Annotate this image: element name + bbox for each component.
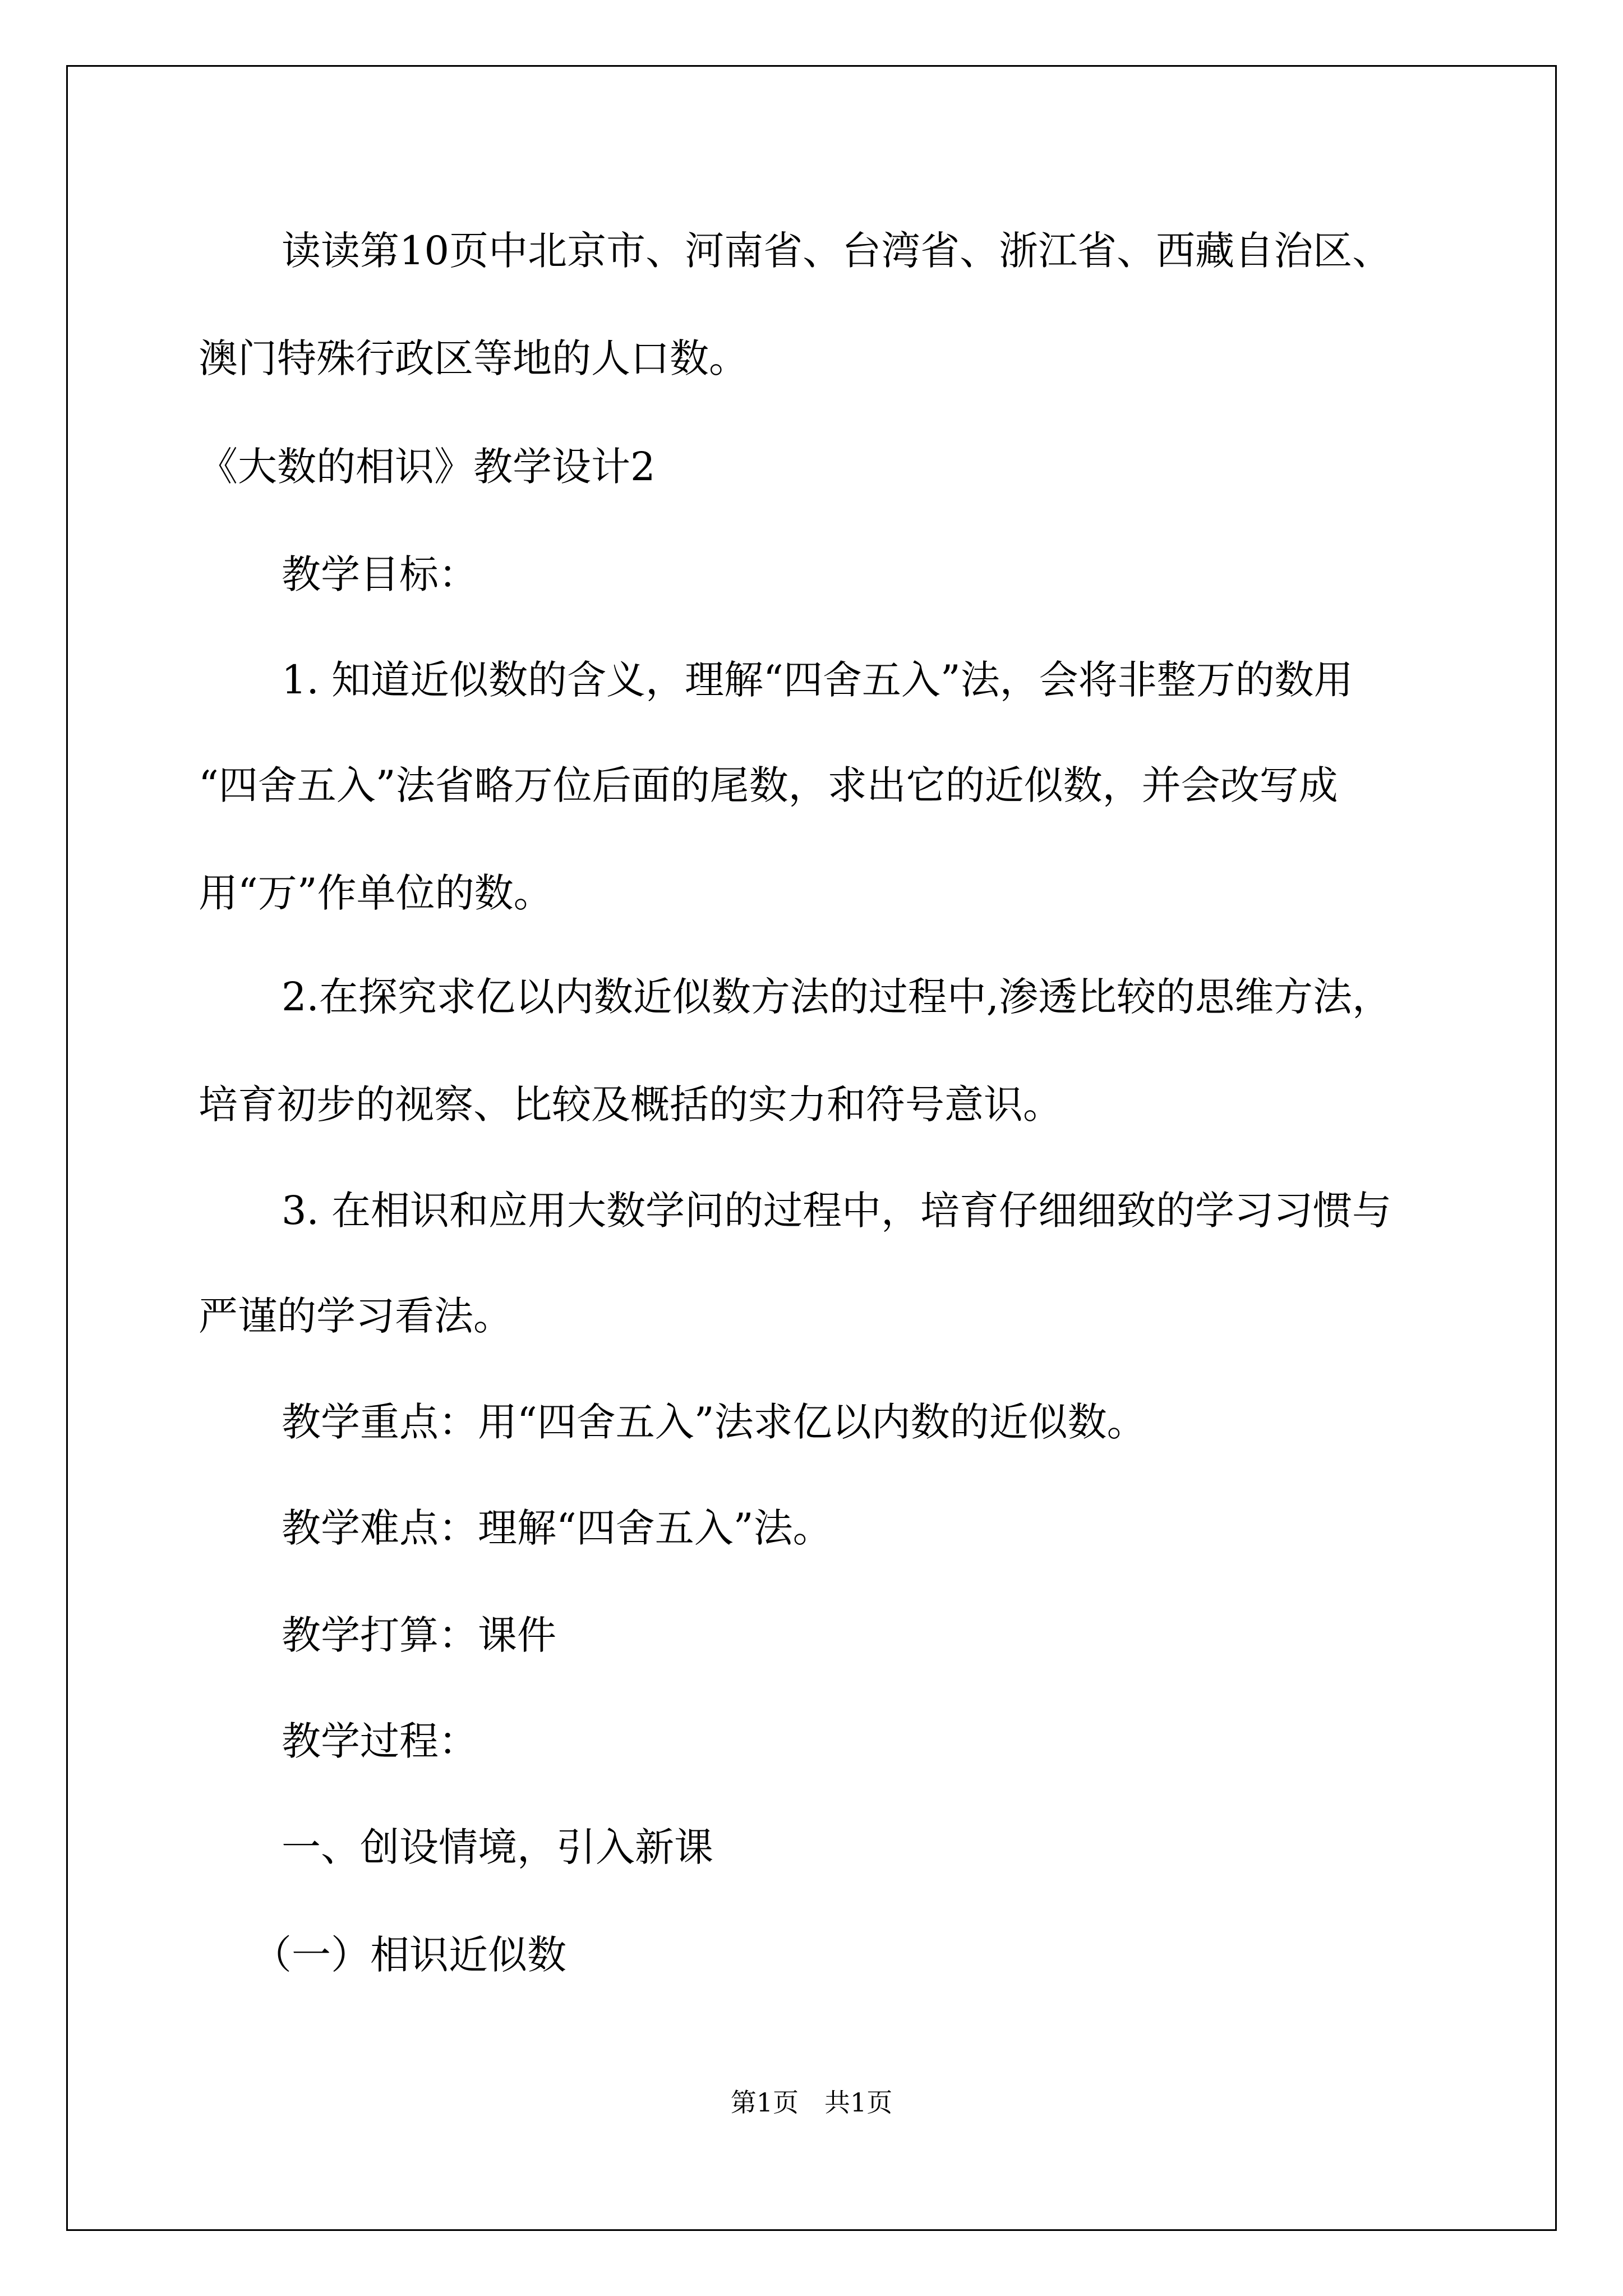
paragraph-line-6: “四舍五入”法省略万位后面的尾数，求出它的近似数，并会改写成 [199, 762, 1338, 808]
paragraph-line-8: 2.在探究求亿以内数近似数方法的过程中,渗透比较的思维方法， [282, 974, 1392, 1020]
paragraph-line-11: 严谨的学习看法。 [199, 1293, 513, 1339]
document-heading: 《大数的相识》教学设计2 [199, 444, 656, 490]
paragraph-line-7: 用“万”作单位的数。 [199, 870, 553, 916]
page-footer: 第1页 共1页 [730, 2087, 893, 2118]
subsection-heading: （一）相识近似数 [252, 1932, 566, 1978]
paragraph-line-14: 教学打算：课件 [282, 1612, 556, 1658]
paragraph-line-12: 教学重点：用“四舍五入”法求亿以内数的近似数。 [282, 1399, 1146, 1445]
paragraph-line-2: 澳门特殊行政区等地的人口数。 [199, 335, 748, 381]
page-border [66, 65, 1557, 2231]
paragraph-line-9: 培育初步的视察、比较及概括的实力和符号意识。 [199, 1082, 1062, 1128]
paragraph-line-10: 3. 在相识和应用大数学问的过程中，培育仔细细致的学习习惯与 [282, 1188, 1392, 1234]
paragraph-line-13: 教学难点：理解“四舍五入”法。 [282, 1505, 832, 1551]
paragraph-line-4: 教学目标： [282, 551, 478, 597]
paragraph-line-5: 1. 知道近似数的含义，理解“四舍五入”法，会将非整万的数用 [282, 657, 1353, 703]
paragraph-line-1: 读读第10页中北京市、河南省、台湾省、浙江省、西藏自治区、 [282, 228, 1392, 274]
section-heading: 一、创设情境，引入新课 [282, 1824, 713, 1870]
paragraph-line-15: 教学过程： [282, 1718, 478, 1764]
